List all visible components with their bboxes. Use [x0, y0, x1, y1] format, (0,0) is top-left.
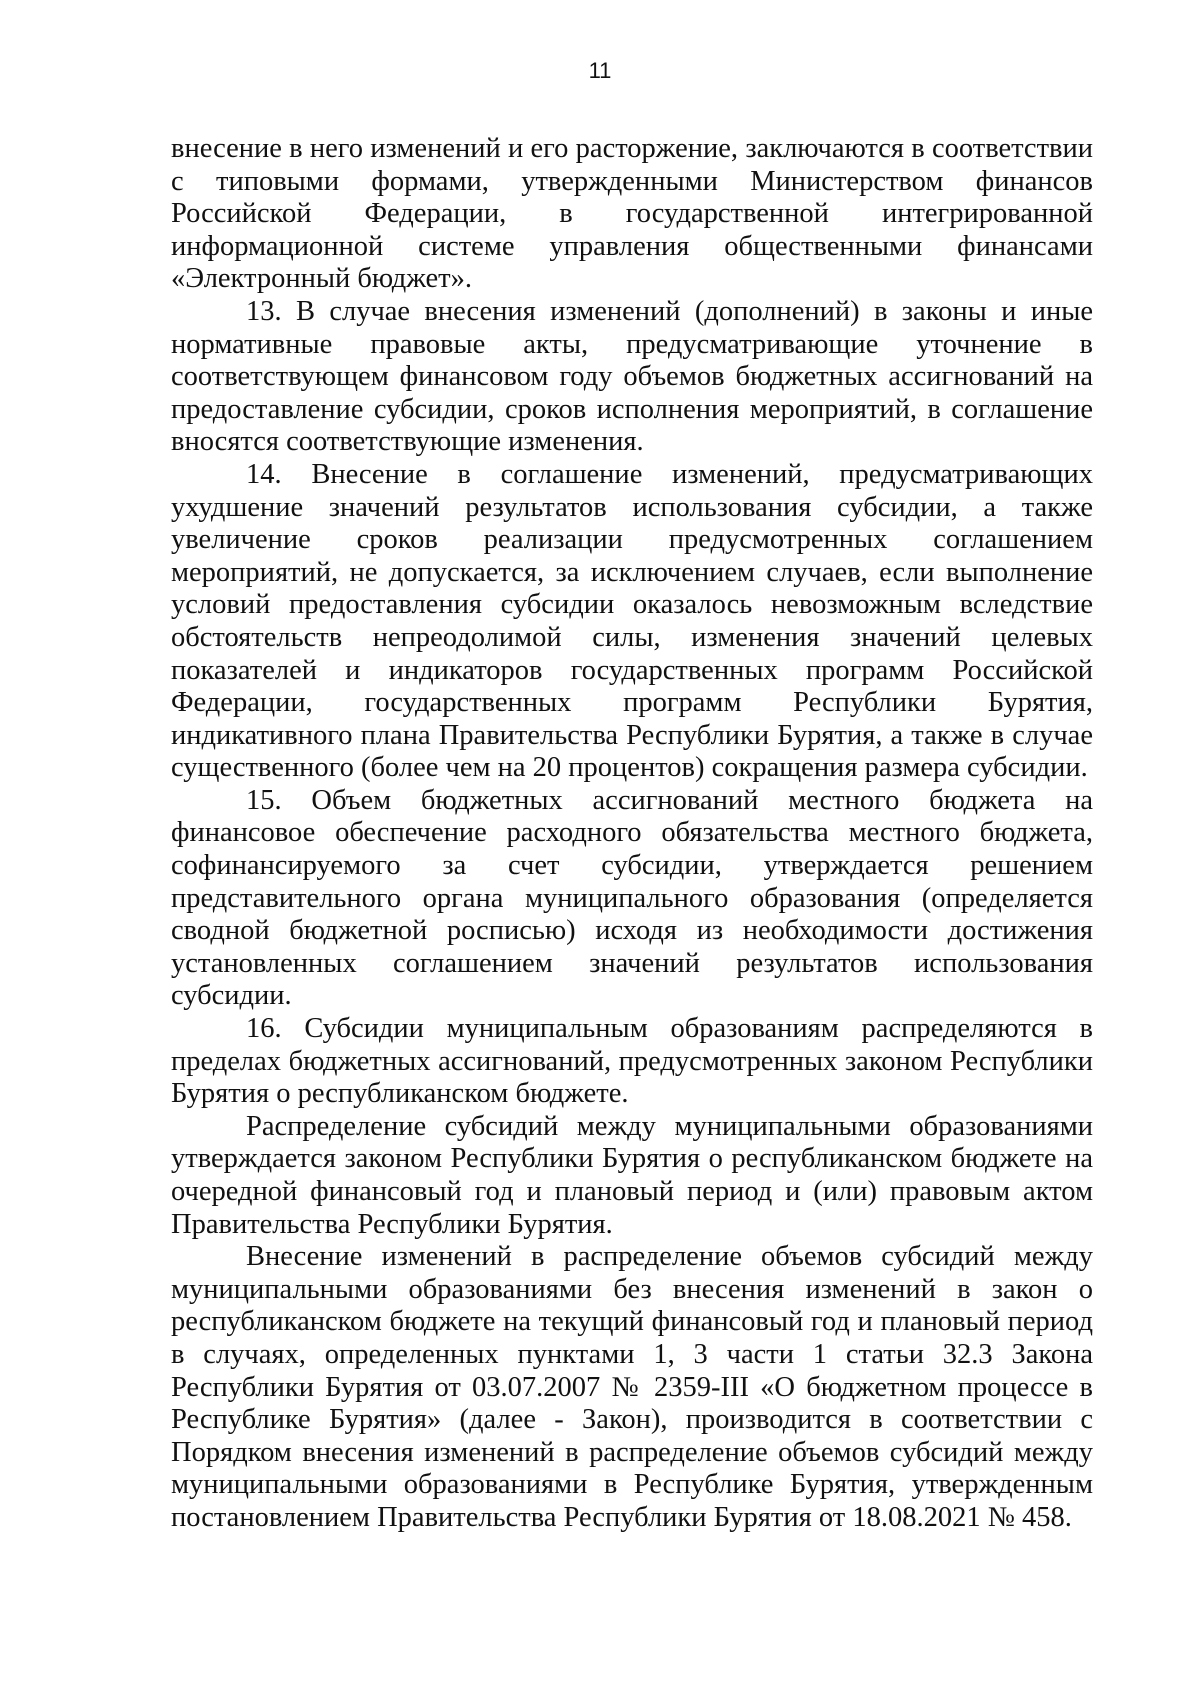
paragraph-continuation: внесение в него изменений и его расторжение, заключаются в соответствии с типовыми формами, утвержденными Министерством финансов Российской Федерации, в государственной интегрированной информационной системе управления общественными финансами «Электронный бюджет».: [171, 133, 1093, 295]
paragraph-item-14: 14. Внесение в соглашение изменений, предусматривающих ухудшение значений результатов использования субсидии, а также увеличение сроков реализации предусмотренных соглашением мероприятий, не допускается, за исключением случаев, если выполнение условий предоставления субсидии оказалось невозможным вследствие обстоятельств непреодолимой силы, изменения значений целевых показателей и индикаторов государственных программ Российской Федерации, государственных программ Республики Бурятия, индикативного плана Правительства Республики Бурятия, а также в случае существенного (более чем на 20 процентов) сокращения размера субсидии.: [171, 458, 1093, 784]
paragraph-item-13: 13. В случае внесения изменений (дополнений) в законы и иные нормативные правовые акты, предусматривающие уточнение в соответствующем финансовом году объемов бюджетных ассигнований на предоставление субсидии, сроков исполнения мероприятий, в соглашение вносятся соответствующие изменения.: [171, 295, 1093, 458]
paragraph-distribution: Распределение субсидий между муниципальными образованиями утверждается законом Республики Бурятия о республиканском бюджете на очередной финансовый год и плановый период и (или) правовым актом Правительства Республики Бурятия.: [171, 1110, 1093, 1240]
paragraph-item-16: 16. Субсидии муниципальным образованиям распределяются в пределах бюджетных ассигнований, предусмотренных законом Республики Бурятия о республиканском бюджете.: [171, 1013, 1093, 1110]
paragraph-distribution-amendments: Внесение изменений в распределение объемов субсидий между муниципальными образованиями без внесения изменений в закон о республиканском бюджете на текущий финансовый год и плановый период в случаях, определенных пунктами 1, 3 части 1 статьи 32.3 Закона Республики Бурятия от 03.07.2007 № 2359-III «О бюджетном процессе в Республике Бурятия» (далее - Закон), производится в соответствии с Порядком внесения изменений в распределение объемов субсидий между муниципальными образованиями в Республике Бурятия, утвержденным постановлением Правительства Республики Бурятия от 18.08.2021 № 458.: [171, 1241, 1093, 1533]
paragraph-item-15: 15. Объем бюджетных ассигнований местного бюджета на финансовое обеспечение расходного обязательства местного бюджета, софинансируемого за счет субсидии, утверждается решением представительного органа муниципального образования (определяется сводной бюджетной росписью) исходя из необходимости достижения установленных соглашением значений результатов использования субсидии.: [171, 784, 1093, 1012]
document-body: [171, 133, 1093, 1535]
page-number: 11: [588, 58, 612, 83]
